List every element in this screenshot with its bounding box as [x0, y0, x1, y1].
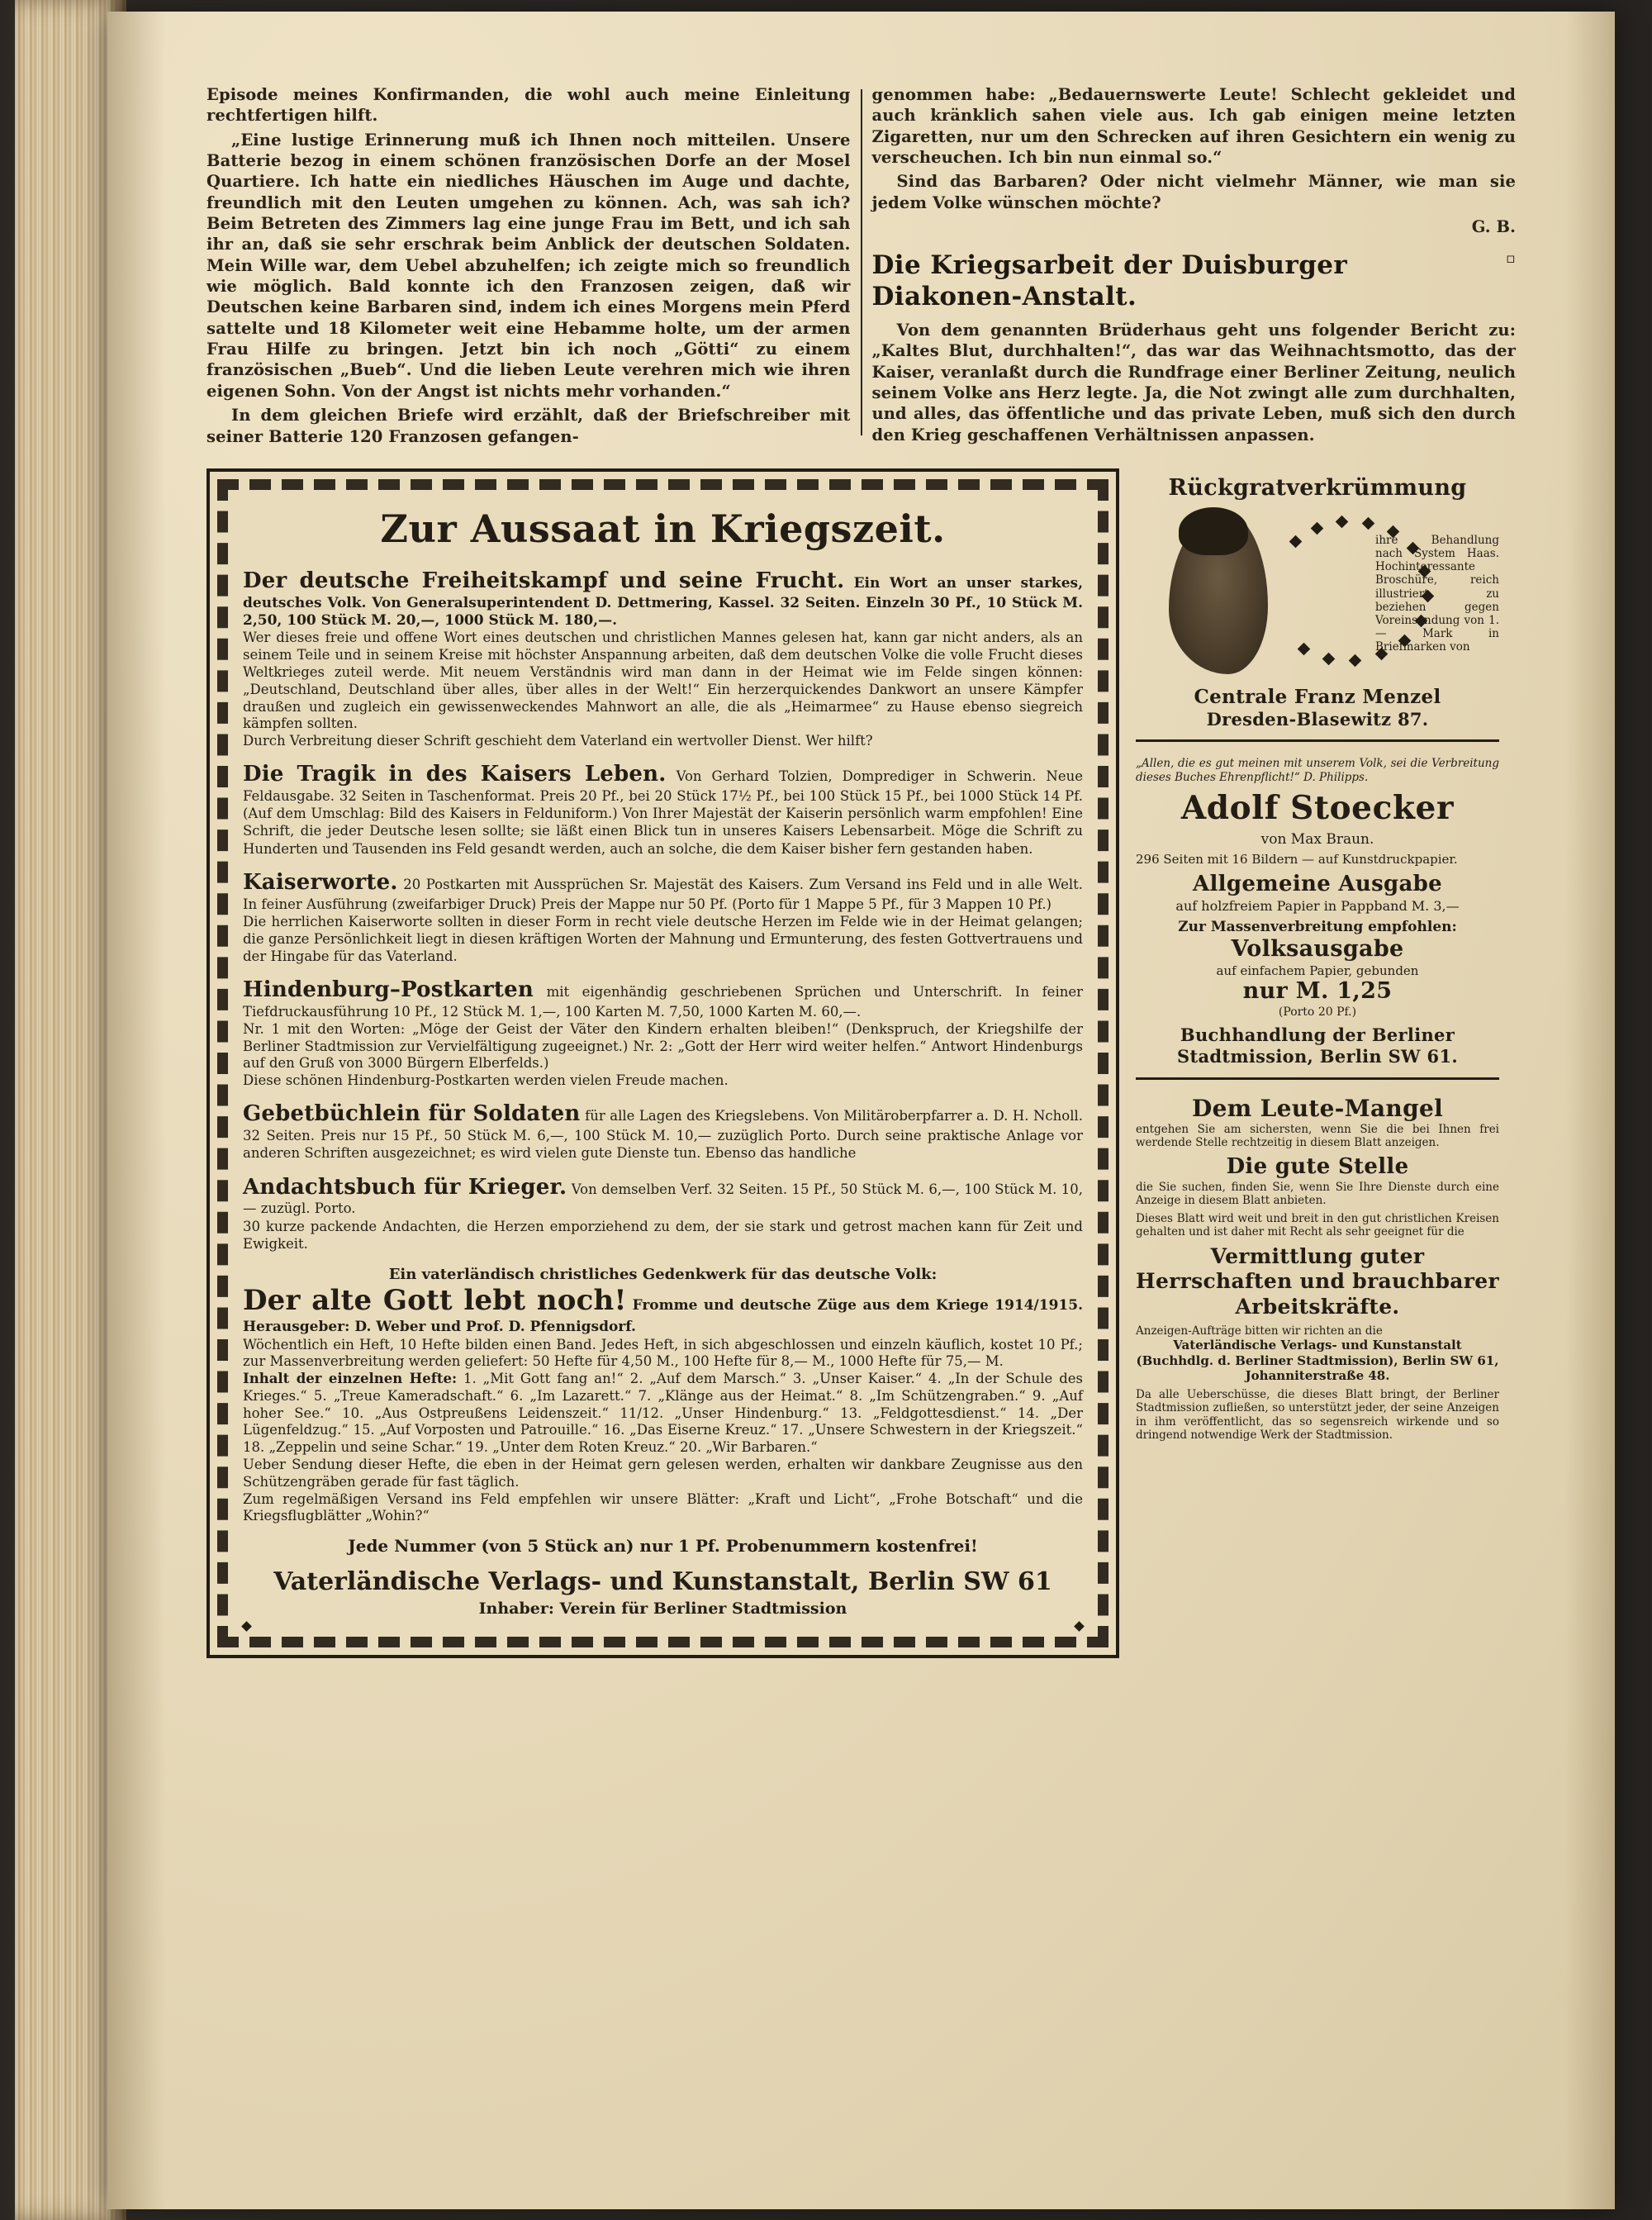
ad-item: Der deutsche Freiheitskampf und seine Frucht. Ein Wort an unser starkes, deutsches Volk. Von Generalsuperintendent D. Dettmering, Kassel. 32 Seiten. Einzeln 30 Pf., 10 Stück M. 2,50, 100 Stück M. 20,—, 1000 Stück M. 180,—. Wer dieses freie und offene Wort eines deutschen und christlichen Mannes gelesen hat, kann gar nicht anders, als an seinem Teile und in seinem Kreise mit höchster Anspannung arbeiten, daß dem deutschen Volke die volle Frucht dieses Weltkrieges zuteil werde. Mit neuem Verständnis wird man dann in der Heimat wie im Felde singen können: „Deutschland, Deutschland über alles, über alles in der Welt!“ Ein herzerquickendes Dankwort an unsere Kämpfer draußen und zugleich ein gewissenweckendes Mahnwort an alle, die als „Heimarmee“ zu Hause ebenso siegreich kämpfen sollten. Durch Verbreitung dieser Schrift geschieht dem Vaterland ein wertvoller Dienst. Wer hilft? — [243, 568, 1084, 749]
article-column-left — [206, 84, 851, 450]
ad-body: ihre Behandlung nach System Haas. Hochinteressante Broschüre, reich illustriert, zu beziehen gegen Voreinsendung von 1.— Mark in Briefmarken von — [1375, 533, 1499, 654]
ad-adolf-stoecker: „Allen, die es gut meinen mit unserem Volk, sei die Verbreitung dieses Buches Ehrenpflicht!“ D. Philipps. Adolf Stoecker von Max Braun. 296 Seiten mit 16 Bildern — auf Kunstdruckpapier. Allgemeine Ausgabe auf holzfreiem Papier in Pappband M. 3,— Zur Massenverbreitung empfohlen: Volksausgabe auf einfachem Papier, gebunden nur M. 1,25 (Porto 20 Pf.) Buchhandlung der Berliner Stadtmission, Berlin SW 61. — [1136, 750, 1499, 1079]
section-headline: ▫ Die Kriegsarbeit der Duisburger Diakonen-Anstalt. — [871, 250, 1516, 312]
paragraph: Episode meines Konfirmanden, die wohl auch meine Einleitung rechtfertigen hilft. — [206, 85, 851, 126]
diamond-ornament-icon — [241, 1621, 252, 1632]
ad-leute-mangel: Dem Leute-Mangel entgehen Sie am sichersten, wenn Sie die bei Ihnen frei werdende Stelle rechtzeitig in diesem Blatt anzeigen. Die gute Stelle die Sie suchen, finden Sie, wenn Sie Ihre Dienste durch eine Anzeige in diesem Blatt anbieten. Dieses Blatt wird weit und breit in den gut christlichen Kreisen gehalten und ist daher mit Recht als sehr geeignet für die Vermittlung guter Herrschaften und brauchbarer Arbeitskräfte. Anzeigen-Aufträge bitten wir richten an die Vaterländische Verlags- und Kunstanstalt (Buchhdlg. d. Berliner Stadtmission), Berlin SW 61, Johanniterstraße 48. Da alle Ueberschüsse, die dieses Blatt bringt, der Berliner Stadtmission zufließen, so unterstützt jeder, der seine Anzeigen in ihm veröffentlicht, das so segensreich wirkende und so dringend notwendige Werk der Stadtmission. — [1136, 1094, 1499, 1442]
paragraph: In dem gleichen Briefe wird erzählt, daß der Briefschreiber mit seiner Batterie 120 Franzosen gefangen- — [206, 406, 851, 446]
ad-item-gott: Der alte Gott lebt noch! Fromme und deutsche Züge aus dem Kriege 1914/1915. Herausgeber: D. Weber und Prof. D. Pfennigsdorf. Wöchentlich ein Heft, 10 Hefte bilden einen Band. Jedes Heft, in sich abgeschlossen und einzeln käuflich, kostet 10 Pf.; zur Massenverbreitung werden geliefert: 50 Hefte für 4,50 M., 100 Hefte für 8,— M., 1000 Hefte für 75,— M. Inhalt der einzelnen Hefte: 1. „Mit Gott fang an!“ 2. „Auf dem Marsch.“ 3. „Unser Kaiser.“ 4. „In der Schule des Krieges.“ 5. „Treue Kameradschaft.“ 6. „Im Lazarett.“ 7. „Klänge aus der Heimat.“ 8. „Im Schützengraben.“ 9. „Auf hoher See.“ 10. „Aus Ostpreußens Leidenszeit.“ 11/12. „Unser Hindenburg.“ 13. „Feldgottesdienst.“ 14. „Der Lügenfeldzug.“ 15. „Auf Vorposten und Patrouille.“ 16. „Das Eiserne Kreuz.“ 17. „Unsere Schwestern in der Kriegszeit.“ 18. „Zeppelin und seine Schar.“ 19. „Unter dem Roten Kreuz.“ 20. „Wir Barbaren.“ Ueber Sendung dieser Hefte, die eben in der Heimat gern gelesen werden, erhalten wir dankbare Zeugnisse aus den Schützengräben gerade für fast täglich. Zum regelmäßigen Versand ins Feld empfehlen wir unsere Blätter: „Kraft und Licht“, „Frohe Botschaft“ und die Kriegsflugblätter „Wohin?“ — [243, 1284, 1083, 1524]
ad-item: Gebetbüchlein für Soldaten für alle Lagen des Kriegslebens. Von Militäroberpfarrer a. D. H. Ncholl. 32 Seiten. Preis nur 15 Pf., 50 Stück M. 6,—, 100 Stück M. 10,— zuzüglich Porto. Durch seine praktische Anlage vor anderen Schriften ausgezeichnet; es wird vielen gute Dienste tun. Ebenso das handliche — [243, 1101, 1084, 1162]
ad-title: Zur Aussaat in Kriegszeit. — [380, 506, 946, 551]
paragraph: Sind das Barbaren? Oder nicht vielmehr Männer, wie man sie jedem Volke wünschen möchte? — [871, 172, 1516, 212]
printed-leaf — [107, 12, 1615, 2209]
article-columns — [206, 84, 1516, 450]
advertisement-area — [206, 468, 1516, 1658]
paragraph: „Eine lustige Erinnerung muß ich Ihnen noch mitteilen. Unsere Batterie bezog in einem schönen französischen Dorfe an der Mosel Quartiere. Ich hatte ein niedliches Häuschen im Auge und dachte, freundlich mit den Leuten umgehen zu können. Ach, was sah ich? Beim Betreten des Zimmers lag eine junge Frau im Bett, und ich sah ihr an, daß sie sehr erschrak beim Anblick der deutschen Soldaten. Mein Wille war, dem Uebel abzuhelfen; ich zeigte mich so freundlich wie möglich. Bald konnte ich den Franzosen zeigen, daß wir Deutschen keine Barbaren sind, indem ich eines Morgens mein Pferd sattelte und 18 Kilometer weit eine Hebamme holte, um der armen Frau Hilfe zu bringen. Jetzt bin ich noch „Götti“ zu einem französischen „Bueb“. Und die lieben Leute verehren mich wie ihren eigenen Sohn. Von der Angst ist nichts mehr vorhanden.“ — [206, 130, 851, 401]
ad-item: Kaiserworte. 20 Postkarten mit Aussprüchen Sr. Majestät des Kaisers. Zum Versand ins Feld und in alle Welt. In feiner Ausführung (zweifarbiger Druck) Preis der Mappe nur 50 Pf. (Porto für 1 Mappe 5 Pf., für 3 Mappen 10 Pf.) Die herrlichen Kaiserworte sollten in dieser Form in recht viele deutsche Herzen im Felde wie in der Heimat gelangen; die ganze Persönlichkeit liegt in diesen kräftigen Worten der Mahnung und Ermunterung, des festen Gottvertrauens und der Hingabe für das Vaterland. — [243, 870, 1084, 964]
back-figure-illustration — [1136, 507, 1499, 681]
page-content — [206, 84, 1516, 2150]
ad-item: Andachtsbuch für Krieger. Von demselben Verf. 32 Seiten. 15 Pf., 50 Stück M. 6,—, 100 Stück M. 10,— zuzügl. Porto. 30 kurze packende Andachten, die Herzen emporziehend zu dem, der sie stark und getrost machen kann für Zeit und Ewigkeit. — [243, 1174, 1083, 1252]
probenummern-line: Jede Nummer (von 5 Stück an) nur 1 Pf. Probenummern kostenfrei! — [348, 1536, 978, 1557]
diamond-ornament-icon — [1074, 1621, 1085, 1632]
main-advertisement — [206, 468, 1119, 1658]
paragraph: Von dem genannten Brüderhaus geht uns folgender Bericht zu: „Kaltes Blut, durchhalten!“, das war das Weihnachtsmotto, das der Kaiser, veranlaßt durch die Rundfrage einer Berliner Zeitung, neulich seinem Volke ans Herz legte. Ja, die Not zwingt alle zum durchhalten, und alles, das öffentliche und das private Leben, muß sich den durch den Krieg geschaffenen Verhältnissen anpassen. — [871, 321, 1516, 444]
ad-item: Hindenburg–Postkarten mit eigenhändig geschriebenen Sprüchen und Unterschrift. In feiner Tiefdruckausführung 10 Pf., 12 Stück M. 1,—, 100 Karten M. 7,50, 1000 Karten M. 60,—. Nr. 1 mit den Worten: „Möge der Geist der Väter den Kindern erhalten bleiben!“ (Denkspruch, der Kriegshilfe der Berliner Stadtmission zur Vervielfältigung zugeeignet.) Nr. 2: „Gott der Herr wird weiter helfen.“ Antwort Hindenburgs auf den Gruß von 3000 Bürgern Elberfelds.) Diese schönen Hindenburg-Postkarten werden vielen Freude machen. — [243, 977, 1084, 1089]
article-column-right — [872, 84, 1517, 450]
gedenkwerk-line: Ein vaterländisch christliches Gedenkwerk für das deutsche Volk: — [388, 1266, 938, 1284]
ad-rueckgrat: Rückgratverkrümmung ihre Behandlung nach System Haas. Hochinteressante Broschüre, reich illustriert, zu beziehen gegen Voreinsendung von 1.— Mark in Briefmarken von Centrale Franz Menzel Dresden-Blasewitz 87. — [1136, 468, 1499, 743]
ad-item: Die Tragik in des Kaisers Leben. Von Gerhard Tolzien, Domprediger in Schwerin. Neue Feldausgabe. 32 Seiten in Taschenformat. Preis 20 Pf., bei 20 Stück 17½ Pf., bei 100 Stück 15 Pf., bei 1000 Stück 14 Pf. (Auf dem Umschlag: Bild des Kaisers in Felduniform.) Von Ihrer Majestät der Kaiserin persönlich warm empfohlen! Eine Schrift, die jeder Deutsche lesen sollte; sie läßt einen Blick tun in unseres Kaisers Lebensarbeit. Möge die Schrift zu Hunderten und Tausenden ins Feld gesandt werden, auch an solche, die dem Kaiser bisher fern gestanden haben. — [243, 761, 1083, 857]
paragraph: genommen habe: „Bedauernswerte Leute! Schlecht gekleidet und auch kränklich sahen viele aus. Ich gab einigen meine letzten Zigaretten, nur um den Schrecken auf ihren Gesichtern ein wenig zu verscheuchen. Ich bin nun einmal so.“ — [871, 85, 1516, 168]
square-mark-icon: ▫ — [1506, 250, 1516, 268]
right-ad-rail — [1136, 468, 1499, 1658]
publisher-owner: Inhaber: Verein für Berliner Stadtmission — [478, 1600, 847, 1619]
article-signature: G. B. — [1471, 217, 1516, 237]
hair-shape-icon — [1179, 507, 1248, 555]
publisher-name: Vaterländische Verlags- und Kunstanstalt, Berlin SW 61 — [273, 1567, 1052, 1597]
